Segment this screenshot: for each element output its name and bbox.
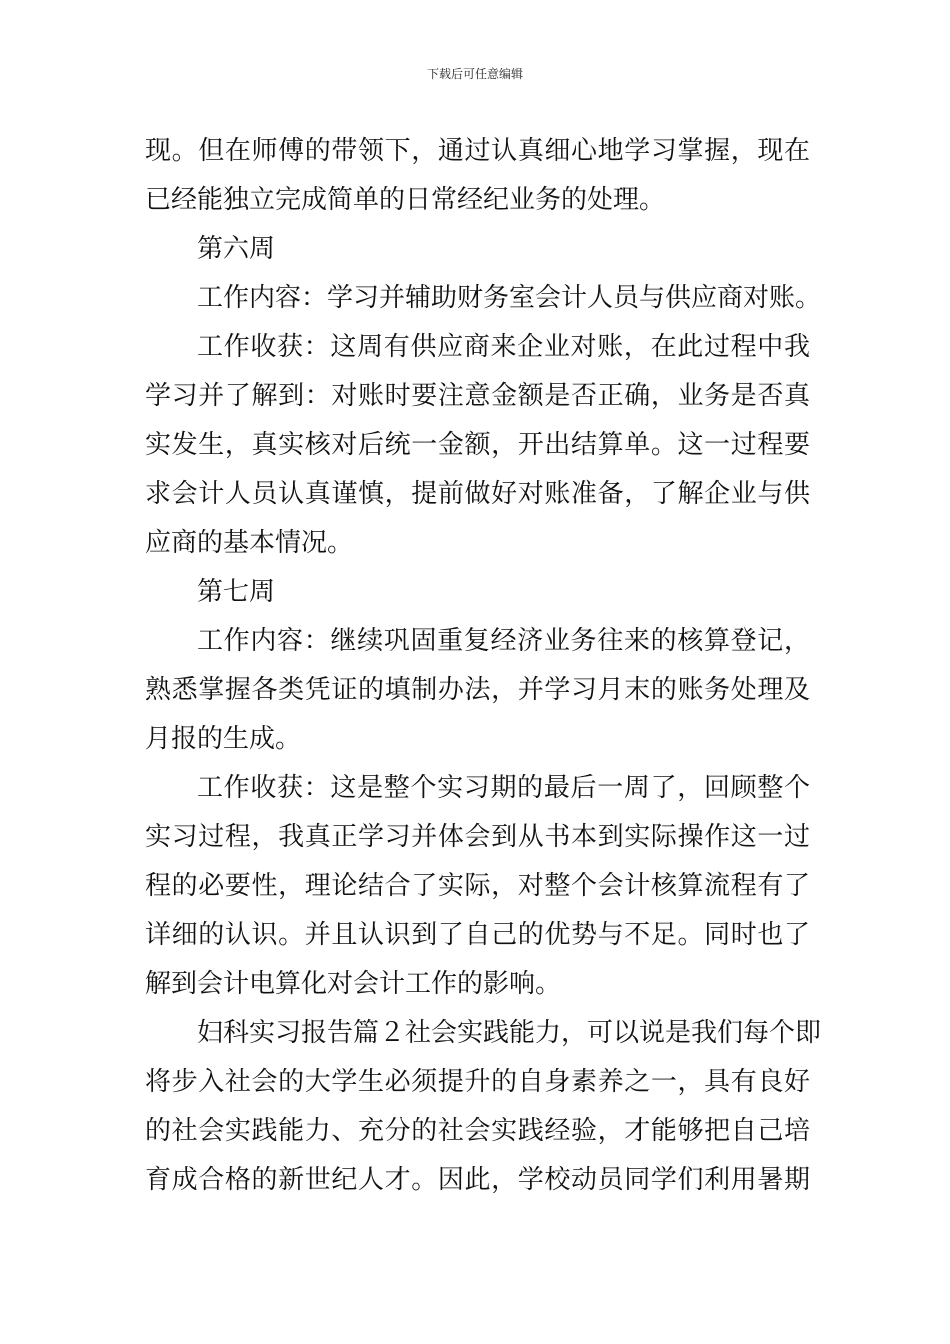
text-line: 工作收获：这是整个实习期的最后一周了，回顾整个 (197, 773, 810, 803)
text-line: 工作收获：这周有供应商来企业对账，在此过程中我 (197, 332, 810, 362)
text-line: 妇科实习报告篇２社会实践能力，可以说是我们每个即 (197, 1018, 822, 1048)
document-body (145, 127, 822, 1205)
section-heading-week-6: 第六周 (197, 234, 276, 264)
text-line: 现。但在师傅的带领下，通过认真细心地学习掌握，现在 (145, 136, 810, 166)
text-line: 实发生，真实核对后统一金额，开出结算单。这一过程要 (145, 430, 810, 460)
text-line: 将步入社会的大学生必须提升的自身素养之一，具有良好 (145, 1067, 810, 1097)
text-line: 实习过程，我真正学习并体会到从书本到实际操作这一过 (145, 822, 810, 852)
text-line: 学习并了解到：对账时要注意金额是否正确，业务是否真 (145, 381, 810, 411)
text-line: 月报的生成。 (145, 724, 302, 754)
text-line: 工作内容：继续巩固重复经济业务往来的核算登记， (197, 626, 810, 656)
text-line: 解到会计电算化对会计工作的影响。 (145, 969, 562, 999)
text-line: 详细的认识。并且认识到了自己的优势与不足。同时也了 (145, 920, 810, 950)
text-line: 程的必要性，理论结合了实际，对整个会计核算流程有了 (145, 871, 810, 901)
text-line: 熟悉掌握各类凭证的填制办法，并学习月末的账务处理及 (145, 675, 810, 705)
text-line: 工作内容：学习并辅助财务室会计人员与供应商对账。 (197, 283, 822, 313)
text-line: 已经能独立完成简单的日常经纪业务的处理。 (145, 185, 666, 215)
section-heading-week-7: 第七周 (197, 577, 276, 607)
text-line: 应商的基本情况。 (145, 528, 354, 558)
page-header-note: 下载后可任意编辑 (426, 67, 523, 81)
text-line: 的社会实践能力、充分的社会实践经验，才能够把自己培 (145, 1116, 810, 1146)
text-line: 育成合格的新世纪人才。因此，学校动员同学们利用暑期 (145, 1165, 810, 1195)
text-line: 求会计人员认真谨慎，提前做好对账准备，了解企业与供 (145, 479, 810, 509)
